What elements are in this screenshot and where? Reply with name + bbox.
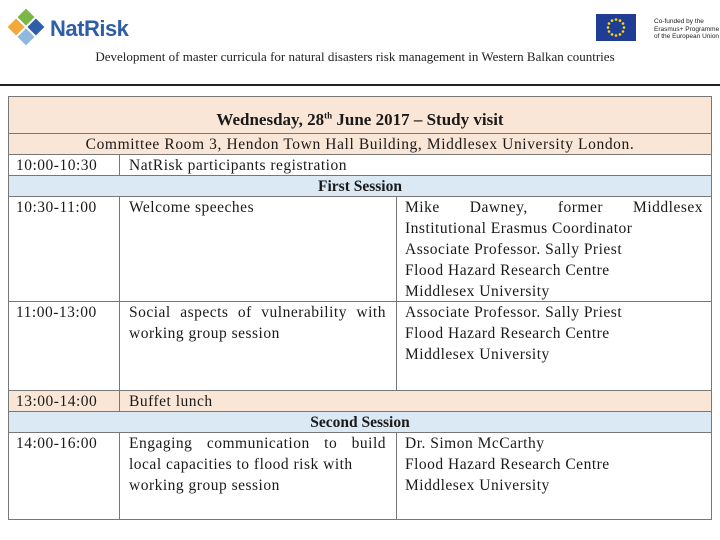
- speaker-line: Flood Hazard Research Centre: [405, 456, 610, 473]
- speaker-cell: [397, 433, 711, 520]
- activity-line: working group session: [129, 325, 280, 342]
- activity-line: working group session: [129, 477, 280, 494]
- session-header: Second Session: [9, 412, 711, 433]
- speaker-line: Middlesex University: [405, 477, 550, 494]
- session-header: First Session: [9, 176, 711, 197]
- agenda-table: [8, 96, 712, 520]
- activity-cell: [120, 433, 397, 520]
- time-cell: 14:00-16:00: [9, 433, 120, 520]
- activity-line: Social aspects of vulnerability with: [129, 304, 386, 321]
- speaker-cell: [397, 302, 711, 390]
- activity-cell: Welcome speeches: [120, 197, 397, 301]
- speaker-line: Institutional Erasmus Coordinator: [405, 220, 633, 237]
- time-cell: 10:00-10:30: [9, 155, 120, 175]
- speaker-line: Middlesex University: [405, 283, 550, 300]
- time-cell: 10:30-11:00: [9, 197, 120, 301]
- speaker-line: Dr. Simon McCarthy: [405, 435, 545, 452]
- speaker-line: Middlesex University: [405, 346, 550, 363]
- natrisk-logo: [4, 4, 129, 50]
- table-row: [9, 302, 711, 391]
- eu-flag-icon: [596, 14, 636, 41]
- header-divider: [0, 84, 720, 86]
- table-row: [9, 433, 711, 520]
- activity-cell: Buffet lunch: [129, 393, 213, 410]
- speaker-line: Associate Professor. Sally Priest: [405, 304, 623, 321]
- speaker-line: Flood Hazard Research Centre: [405, 262, 610, 279]
- project-subtitle: Development of master curricula for natural disasters risk management in Western Balkan countries: [95, 49, 615, 64]
- activity-cell: [120, 302, 397, 390]
- table-row: [9, 155, 711, 176]
- activity-line: Engaging communication to build: [129, 435, 386, 452]
- agenda-title: [9, 97, 711, 134]
- speaker-line: Mike Dawney, former Middlesex: [405, 199, 703, 216]
- activity-line: local capacities to flood risk with: [129, 456, 353, 473]
- speaker-line: Flood Hazard Research Centre: [405, 325, 610, 342]
- table-row: [9, 197, 711, 302]
- activity-cell: NatRisk participants registration: [129, 157, 347, 174]
- agenda-title-text: Wednesday, 28th June 2017 – Study visit: [216, 109, 504, 129]
- agenda-venue: Committee Room 3, Hendon Town Hall Building, Middlesex University London.: [9, 134, 711, 155]
- table-row: [9, 391, 711, 412]
- speaker-line: Associate Professor. Sally Priest: [405, 241, 623, 258]
- time-cell: 13:00-14:00: [9, 391, 120, 411]
- eu-cofunded-text: Co-funded by the Erasmus+ Programme of the European Union: [654, 18, 720, 40]
- diamond-logo-icon: [4, 4, 48, 50]
- speaker-cell: [397, 197, 711, 301]
- logo-text: NatRisk: [50, 16, 129, 41]
- time-cell: 11:00-13:00: [9, 302, 120, 390]
